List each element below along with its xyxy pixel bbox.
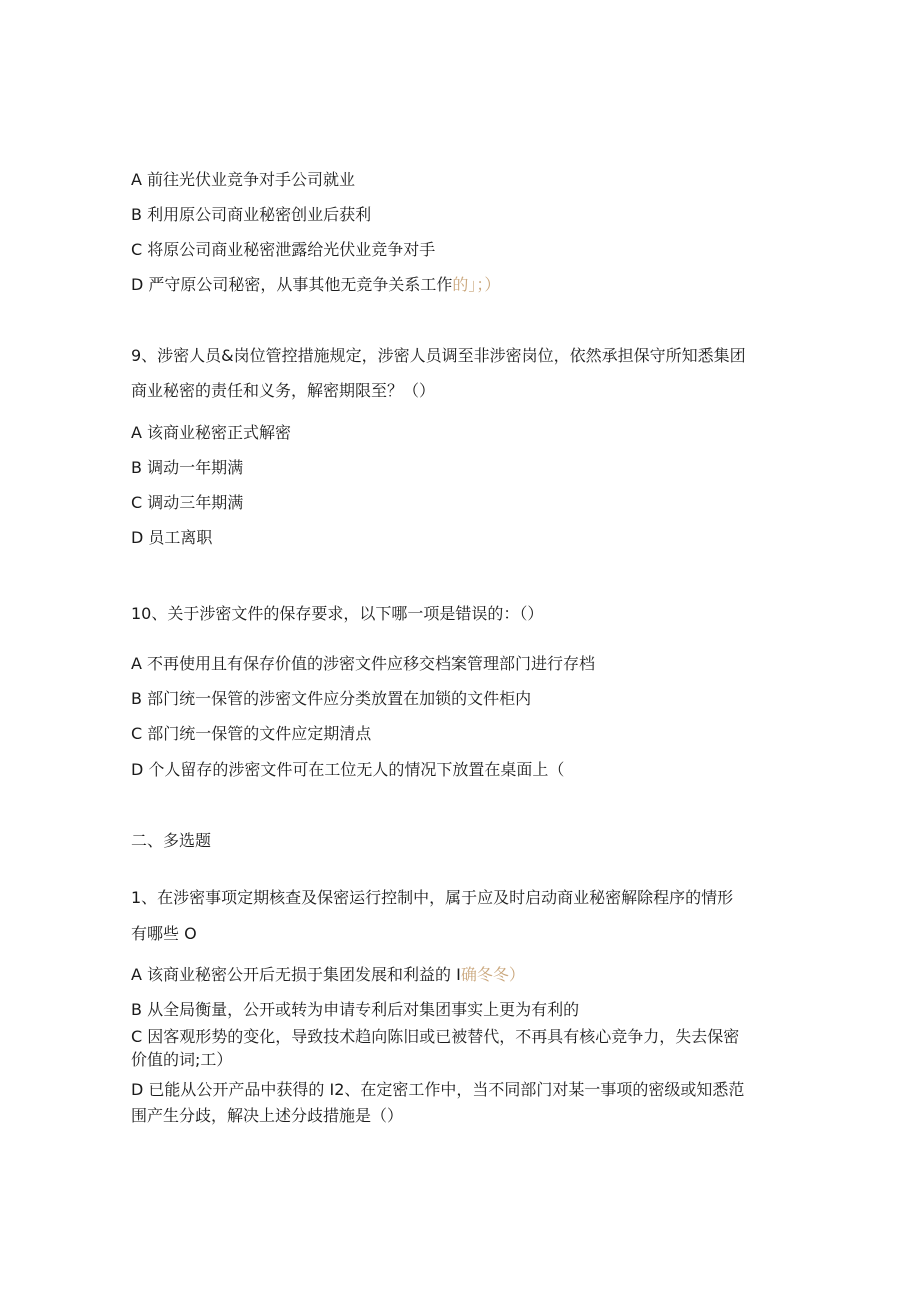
m1-option-c-line2: 价值的词;工）	[131, 1050, 233, 1069]
q9-stem-line1: 9、涉密人员&岗位管控措施规定，涉密人员调至非涉密岗位，依然承担保守所知悉集团	[131, 346, 746, 365]
q9-option-d: D 员工离职	[131, 528, 213, 547]
m1-option-c-line1: C 因客观形势的变化，导致技术趋向陈旧或已被替代，不再具有核心竞争力，失去保密	[131, 1027, 740, 1046]
q8-option-c: C 将原公司商业秘密泄露给光伏业竞争对手	[131, 240, 436, 259]
m1-option-a	[131, 965, 525, 985]
m1-stem-line1: 1、在涉密事项定期核查及保密运行控制中，属于应及时启动商业秘密解除程序的情形	[131, 888, 734, 907]
q9-option-b: B 调动一年期满	[131, 458, 244, 477]
q8-option-d-tail: 的」；）	[452, 275, 501, 294]
q10-option-d: D 个人留存的涉密文件可在工位无人的情况下放置在桌面上（	[131, 760, 565, 779]
q10-option-b: B 部门统一保管的涉密文件应分类放置在加锁的文件柜内	[131, 689, 532, 708]
m1-option-a-text: A 该商业秘密公开后无损于集团发展和利益的 I	[131, 965, 461, 984]
q9-stem-line2: 商业秘密的责任和义务，解密期限至？（）	[131, 381, 436, 400]
m1-option-d-line1: D 已能从公开产品中获得的 I2、在定密工作中，当不同部门对某一事项的密级或知悉范	[131, 1080, 745, 1099]
section-title: 二、多选题	[131, 831, 212, 850]
q8-option-d	[131, 275, 500, 295]
q10-option-a: A 不再使用且有保存价值的涉密文件应移交档案管理部门进行存档	[131, 654, 596, 673]
q10-stem: 10、关于涉密文件的保存要求，以下哪一项是错误的：（）	[131, 604, 544, 623]
m1-option-d-line2: 围产生分歧，解决上述分歧措施是（）	[131, 1106, 404, 1125]
q8-option-b: B 利用原公司商业秘密创业后获利	[131, 205, 372, 224]
q10-option-c: C 部门统一保管的文件应定期清点	[131, 724, 372, 743]
m1-stem-line2: 有哪些 O	[131, 924, 197, 943]
q8-option-a: A 前往光伏业竞争对手公司就业	[131, 170, 356, 189]
q9-option-c: C 调动三年期满	[131, 493, 244, 512]
q9-option-a: A 该商业秘密正式解密	[131, 423, 292, 442]
m1-option-a-tail: 确冬冬）	[460, 965, 525, 984]
m1-option-b: B 从全局衡量，公开或转为申请专利后对集团事实上更为有利的	[131, 1000, 580, 1019]
q8-option-d-text: D 严守原公司秘密，从事其他无竞争关系工作	[131, 275, 453, 294]
